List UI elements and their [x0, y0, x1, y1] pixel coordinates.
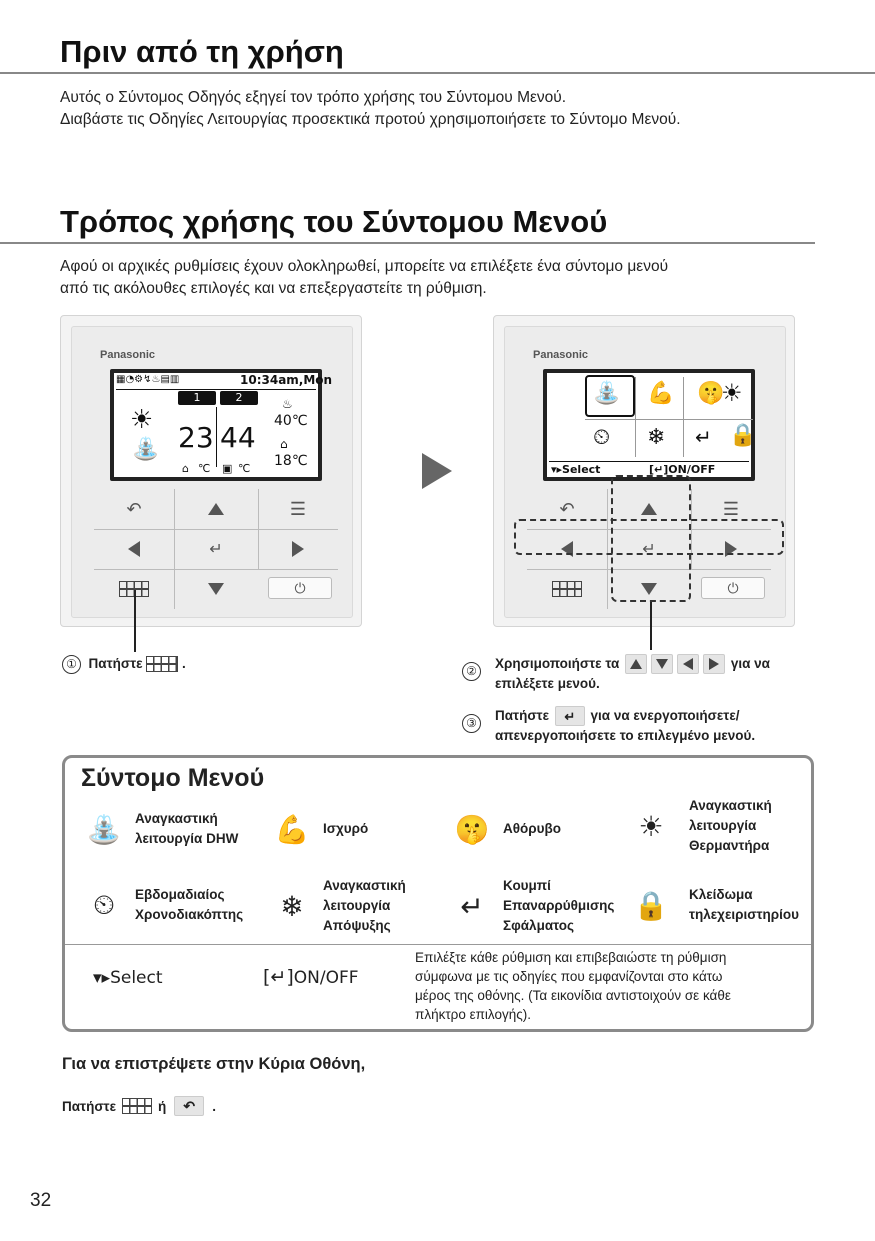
- forced-heater-icon: ☀: [638, 810, 664, 842]
- right-key-icon: [703, 654, 725, 674]
- quick-menu-title: Σύντομο Μενού: [81, 764, 265, 792]
- return-or: ή: [158, 1098, 167, 1114]
- down-button[interactable]: [174, 569, 258, 609]
- item-label: Εβδομαδιαίος: [135, 887, 225, 902]
- error-reset-icon: ↵: [695, 425, 712, 449]
- room-unit: ℃: [198, 462, 211, 475]
- item-label: Σφάλματος: [503, 918, 575, 933]
- section-line-1: Αφού οι αρχικές ρυθμίσεις έχουν ολοκληρωθεί, μπορείτε να επιλέξετε ένα σύντομο μενού: [60, 258, 669, 275]
- quiet-icon: 🤫: [697, 381, 725, 406]
- menu-item-forced-dhw: [81, 806, 238, 852]
- return-end: .: [212, 1098, 217, 1114]
- left-button[interactable]: [94, 529, 174, 569]
- power-button[interactable]: ⏻: [701, 577, 765, 599]
- forced-defrost-icon: ❄: [280, 890, 304, 922]
- intro-line-1: Αυτός ο Σύντομος Οδηγός εξηγεί τον τρόπο χρήσης του Σύντομου Μενού.: [60, 89, 567, 106]
- temp-separator: [216, 407, 217, 467]
- status-icons: ▦◔⚙↯♨▤▥: [116, 374, 180, 385]
- step-2: [462, 654, 802, 693]
- item-label: Χρονοδιακόπτης: [135, 907, 244, 922]
- lcd-screen: [543, 369, 755, 481]
- error-reset-icon: ↵: [460, 890, 484, 922]
- return-title: Για να επιστρέψετε στην Κύρια Οθόνη,: [62, 1055, 366, 1073]
- powerful-icon: 💪: [647, 381, 675, 406]
- down-key-icon: [651, 654, 673, 674]
- back-button[interactable]: ↶: [126, 498, 142, 519]
- item-label: Κουμπί: [503, 878, 551, 893]
- tank-temp: 40℃: [274, 413, 308, 429]
- section-title: Τρόπος χρήσης του Σύντομου Μενού: [60, 204, 608, 239]
- up-arrow-icon: [208, 503, 224, 515]
- thermostat-unit: ℃: [238, 462, 251, 475]
- item-label: λειτουργία: [689, 818, 757, 833]
- onoff-legend: [263, 966, 359, 988]
- divider: [585, 419, 753, 420]
- step-3: [462, 706, 822, 745]
- onoff-label: ON/OFF: [293, 968, 359, 988]
- right-arrow-icon: [292, 541, 304, 557]
- thermostat-icon: ▣: [222, 462, 233, 475]
- item-label: Αθόρυβο: [503, 821, 561, 836]
- next-arrow: [422, 453, 452, 489]
- menu-item-weekly-timer: [81, 882, 243, 928]
- sun-icon: ☀: [130, 405, 154, 435]
- quiet-icon: 🤫: [454, 813, 490, 845]
- callout-line-1: [134, 590, 136, 652]
- weekly-timer-icon: ⏲: [93, 888, 115, 920]
- down-arrow-icon: [208, 583, 224, 595]
- menu-item-powerful: [269, 806, 368, 852]
- zone-2-temp: 44: [220, 421, 256, 454]
- right-button[interactable]: [258, 529, 338, 569]
- item-label: λειτουργία DHW: [135, 831, 239, 846]
- lcd-divider: [549, 461, 749, 462]
- divider: [683, 377, 684, 457]
- menu-note: [415, 948, 810, 1024]
- select-legend: [93, 968, 163, 988]
- tap-icon: ⛲: [132, 437, 160, 462]
- menu-button[interactable]: ☰: [722, 498, 740, 519]
- zone-1-badge: 1: [178, 391, 216, 405]
- forced-dhw-icon: ⛲: [86, 813, 122, 845]
- item-label: Ισχυρό: [323, 821, 369, 836]
- step-3-text-b: για να ενεργοποιήσετε/: [590, 708, 740, 723]
- step-3-text: Πατήστε: [495, 708, 549, 723]
- room-icon: ⌂: [182, 462, 189, 475]
- page-title: Πριν από τη χρήση: [60, 34, 344, 69]
- menu-divider: [65, 944, 811, 945]
- step-1-number: ①: [62, 655, 81, 674]
- left-arrow-icon: [128, 541, 140, 557]
- menu-item-lock: [621, 882, 799, 928]
- step-2-number: ②: [462, 662, 481, 681]
- note-line: σύμφωνα με τις οδηγίες που εμφανίζονται στο κάτω: [415, 969, 723, 984]
- lock-icon: 🔒: [633, 889, 669, 921]
- keypad-icon: [552, 581, 582, 597]
- menu-item-error-reset: [449, 876, 614, 936]
- section-line-2: από τις ακόλουθες επιλογές και να επεξεργαστείτε τη ρύθμιση.: [60, 280, 487, 297]
- up-key-icon: [625, 654, 647, 674]
- step-3-number: ③: [462, 714, 481, 733]
- lcd-onoff-label: [↵]ON/OFF: [649, 463, 716, 476]
- quick-menu-button[interactable]: [527, 569, 607, 609]
- menu-item-quiet: [449, 806, 561, 852]
- section-divider: [0, 242, 815, 244]
- left-key-icon: [677, 654, 699, 674]
- zone-1-temp: 23: [178, 421, 214, 454]
- select-label: Select: [110, 968, 163, 988]
- menu-item-forced-defrost: [269, 876, 406, 936]
- forced-dhw-icon: ⛲: [593, 381, 621, 406]
- brand-logo: Panasonic: [100, 349, 156, 361]
- divider: [635, 377, 636, 457]
- lcd-divider: [116, 389, 316, 390]
- step-1-text: Πατήστε: [88, 656, 143, 671]
- step-2-text: Χρησιμοποιήστε τα: [495, 656, 620, 671]
- outdoor-temp: 18℃: [274, 453, 308, 469]
- item-label: Αναγκαστική: [135, 811, 218, 826]
- forced-heater-icon: ☀: [721, 379, 743, 407]
- enter-bracket-icon: [↵]: [263, 966, 294, 988]
- intro-line-2: Διαβάστε τις Οδηγίες Λειτουργίας προσεκτικά προτού χρησιμοποιήσετε το Σύντομο Μενού.: [60, 111, 681, 128]
- up-button[interactable]: [174, 489, 258, 529]
- keypad-icon: [146, 656, 178, 672]
- back-key-icon: ↶: [174, 1096, 204, 1116]
- clock-display: 10:34am,Mon: [240, 373, 333, 387]
- title-divider: [0, 72, 875, 74]
- power-button[interactable]: ⏻: [268, 577, 332, 599]
- brand-logo: Panasonic: [533, 349, 589, 361]
- item-label: Επαναρρύθμισης: [503, 898, 615, 913]
- return-instruction: [62, 1096, 216, 1116]
- return-text: Πατήστε: [62, 1098, 116, 1114]
- item-label: Κλείδωμα: [689, 887, 753, 902]
- step-2-text-b: για να: [730, 656, 770, 671]
- zone-2-badge: 2: [220, 391, 258, 405]
- tank-icon: ♨: [282, 397, 293, 411]
- menu-item-forced-heater: [621, 796, 772, 856]
- back-button[interactable]: ↶: [559, 498, 575, 519]
- weekly-timer-icon: ⏲: [593, 425, 611, 450]
- enter-key-icon: ↵: [555, 706, 585, 726]
- quick-menu-panel: [62, 755, 814, 1032]
- step-1: [62, 654, 186, 674]
- item-label: Απόψυξης: [323, 918, 391, 933]
- callout-line-2: [650, 602, 652, 650]
- enter-button[interactable]: ↵: [642, 541, 656, 558]
- item-label: Αναγκαστική: [689, 798, 772, 813]
- step-1-end: .: [182, 656, 186, 671]
- note-line: Επιλέξτε κάθε ρύθμιση και επιβεβαιώστε τη ρύθμιση: [415, 950, 727, 965]
- item-label: Θερμαντήρα: [689, 838, 770, 853]
- powerful-icon: 💪: [274, 813, 310, 845]
- step-3-text-c: απενεργοποιήσετε το επιλεγμένο μενού.: [495, 728, 756, 744]
- remote-controller-main-screen: [60, 315, 362, 627]
- step-2-text-c: επιλέξετε μενού.: [495, 676, 600, 692]
- item-label: Αναγκαστική: [323, 878, 406, 893]
- note-line: πλήκτρο επιλογής).: [415, 1007, 531, 1022]
- enter-button[interactable]: ↵: [209, 541, 223, 558]
- select-arrows-icon: ▾▸: [93, 968, 111, 988]
- button-panel: [94, 489, 338, 609]
- forced-defrost-icon: ❄: [647, 425, 666, 450]
- menu-button[interactable]: ☰: [289, 498, 307, 519]
- keypad-icon: [122, 1098, 152, 1114]
- lcd-screen: [110, 369, 333, 481]
- lcd-select-label: ▾▸Select: [551, 463, 601, 476]
- controller-face: [71, 326, 353, 618]
- outdoor-icon: ⌂: [280, 437, 288, 451]
- page-number: 32: [30, 1190, 52, 1211]
- dpad-highlight-horizontal: [514, 519, 784, 555]
- note-line: μέρος της οθόνης. (Τα εικονίδια αντιστοιχούν σε κάθε: [415, 988, 731, 1003]
- item-label: τηλεχειριστηρίου: [689, 907, 799, 922]
- item-label: λειτουργία: [323, 898, 391, 913]
- lock-icon: 🔒: [729, 423, 757, 448]
